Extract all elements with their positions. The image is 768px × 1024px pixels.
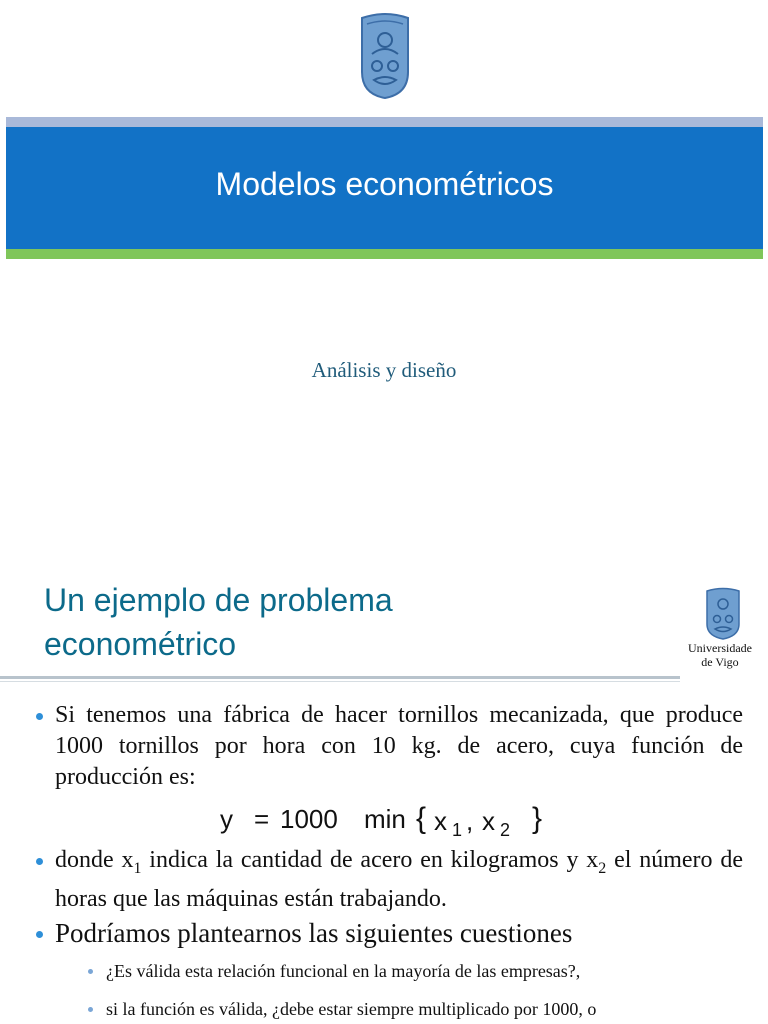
bullet-dot bbox=[36, 858, 43, 865]
header-band-top bbox=[6, 117, 763, 127]
bullet-text-1: Si tenemos una fábrica de hacer tornillos mecanizada, que produce 1000 tornillos por hora con 10 kg. de acero, cuya función de producción es: bbox=[55, 702, 743, 790]
section-heading-line1: Un ejemplo de problema bbox=[44, 582, 393, 618]
eq-lhs: y bbox=[220, 804, 233, 834]
eq-x2: x bbox=[482, 806, 495, 836]
university-name-line2: de Vigo bbox=[701, 655, 739, 669]
sub-bullet-dot bbox=[88, 1007, 93, 1012]
bullet-text-2-sub2: 2 bbox=[598, 859, 607, 877]
eq-close-brace: } bbox=[532, 802, 543, 835]
bullet-text-2-part2: indica la cantidad de acero en kilogramos y x bbox=[141, 847, 599, 873]
bullet-text-2-sub1: 1 bbox=[133, 859, 142, 877]
university-name-line1: Universidade bbox=[688, 641, 752, 655]
bullet-text-2 bbox=[55, 845, 743, 915]
slide-title: Modelos econométricos bbox=[215, 166, 554, 202]
bullet-text-2-part1: donde x bbox=[55, 847, 134, 873]
eq-x1-sub: 1 bbox=[452, 820, 463, 840]
eq-coefficient: 1000 bbox=[280, 804, 338, 834]
university-name bbox=[672, 641, 768, 669]
bullet-text-2-part3: el número de horas que las máquinas están trabajando. bbox=[55, 847, 744, 912]
sub-bullet-text-2: si la función es válida, ¿debe estar siempre multiplicado por 1000, o bbox=[106, 999, 597, 1019]
eq-function: min bbox=[364, 804, 406, 834]
eq-sign: = bbox=[254, 804, 270, 834]
production-function-equation bbox=[220, 800, 560, 846]
university-crest-logo bbox=[358, 10, 412, 100]
heading-divider-shadow bbox=[0, 681, 680, 682]
eq-x2-sub: 2 bbox=[500, 820, 511, 840]
bullet-dot bbox=[36, 931, 43, 938]
bullet-text-3: Podríamos plantearnos las siguientes cuestiones bbox=[55, 918, 573, 948]
eq-x1: x bbox=[434, 806, 447, 836]
slide-subtitle: Análisis y diseño bbox=[311, 358, 457, 382]
header-band-accent bbox=[6, 249, 763, 259]
section-heading-line2: econométrico bbox=[44, 626, 237, 662]
sub-bullet-text-1: ¿Es válida esta relación funcional en la mayoría de las empresas?, bbox=[106, 961, 581, 981]
bullet-dot bbox=[36, 713, 43, 720]
section-heading bbox=[44, 578, 664, 666]
eq-open-brace: { bbox=[416, 802, 427, 835]
eq-comma: , bbox=[466, 806, 474, 836]
sub-bullet-dot bbox=[88, 969, 93, 974]
university-crest-small-logo bbox=[704, 586, 742, 640]
heading-divider bbox=[0, 676, 680, 679]
